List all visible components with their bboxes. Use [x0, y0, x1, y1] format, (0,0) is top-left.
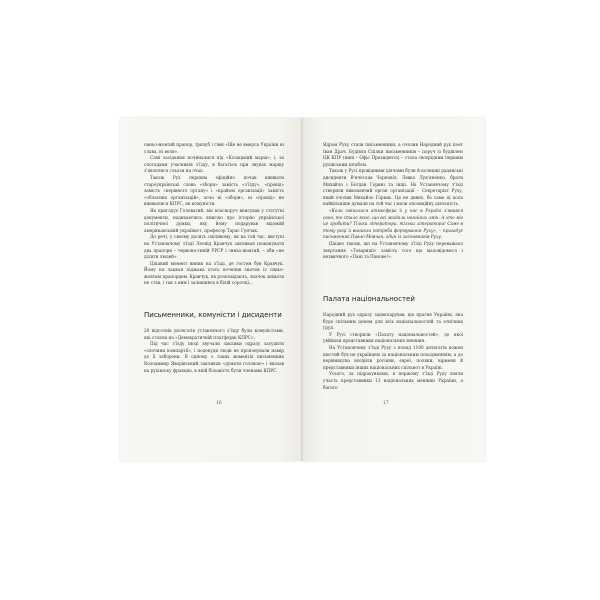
- right-page: [303, 118, 485, 461]
- page-number: 17: [383, 401, 389, 406]
- paragraph: Народний рух одразу задекларував, що прагне України, яка буде спільним домом для всіх національностей та етнічних груп.: [323, 312, 463, 331]
- section-heading: Письменники, комуністи і дисиденти: [144, 311, 282, 319]
- page-number: 16: [216, 401, 222, 406]
- section-heading: Палата національностей: [323, 295, 415, 303]
- left-section: [144, 311, 284, 374]
- paragraph: Під час з'їзду іноді звучали заклики одразу засудити «злочини компартії», і подекуди люди не пропонували намір до її заборони. В одному з таких моментів письменник Володимир Яворівський закликав «думати головою» і вказав на рухівську фракцію, в якій більшість були членами КПРС.: [144, 341, 284, 373]
- paragraph: Ядром Руху стали письменники, а очолив Народний рух поет Іван Драч. Будівля Спілки письменників – поруч із будівлею ЦК КПУ (нині – Офіс Президента) – стала своєрідним першим рухівським штабом.: [323, 142, 463, 167]
- paragraph: На Установчому з'їзді Руху з понад 1100 делегатів кожен шостий був не українцем за національним походженням, а до керівництва входили росіяни, євреї, поляки, вірмени й представники інших національних спільнот в Україні.: [323, 344, 463, 370]
- paragraph: До речі, у своєму досить сміливому, як на той час, виступі на Установчому з'їзді Леонід Кравчук закликав пошанувати два прапори – червоно-синій УРСР і синьо-жовтий, – аби «не ділити людей».: [144, 234, 284, 260]
- left-page: [120, 118, 302, 461]
- paragraph: Цікавий момент виник на з'їзді, де гостем був Кравчук. Йому на лацкан піджака хтось почепив значок із синьо-жовтим прапорцем. Кравчук, як розповідають, значок знімати не став, і так з ним і залишився в білій сорочці...: [144, 260, 284, 286]
- paragraph: «Коли змінилася атмосфера й у нас в Україні з'явився озон, то стало ясно, що всі жадали негайних змін. А хто міг це зробити? Тільки літератори, тільки літератори! Саме в тому році й виникла потреба формування Руху», – пригадує письменник Павло Мовчан, один із засновників Руху.: [323, 207, 463, 240]
- paragraph: У Русі створили «Палату національностей», до якої увійшли представники національних меншин.: [323, 331, 463, 344]
- paragraph: Цікаво також, що на Установчому з'їзді Руху переважало звертання «Товариші» замість того що маловідомого і незвичного «Пані та Панове!».: [323, 240, 463, 260]
- paragraph: Як пригадує Головатий, він власноруч вписував у статутні документи, надихаючись книгою про історію української політичної думки, яку йому подарував відомий американський українист, професор Тарас Гунчак.: [144, 207, 284, 233]
- paragraph: Також Рух першим офіційно почав вживати староукраїнські слова «збори» замість «з'їзду», «провід» замість «керівного органу» і «крайові організації» замість «обласних організацій», хоча ні «збори», ні «провід» не вживалися КПРС, як комуністи.: [144, 174, 284, 207]
- left-page-text-top: [144, 142, 284, 287]
- paragraph: Самі засідання починалися під «Козацький марш», і, за спогадами учасників з'їзду, в багатьох при звуках маршу з'являлися сльози на очах.: [144, 155, 284, 174]
- right-page-text-top: [323, 142, 463, 261]
- right-section: [323, 295, 463, 391]
- paragraph: 20 відсотків делегатів установчого з'їзду були комуністами, які стояли на «Демократичній платформі КПРС».: [144, 328, 284, 340]
- paragraph: синьо-жовтий прапор, тризуб і гімн «Ще не вмерла України ні слава, ні воля».: [144, 142, 284, 154]
- book-spread: [120, 118, 485, 461]
- paragraph: Усього, за підрахунками, в першому з'їзді Руху взяли участь представники 13 національних меншин України, а багато: [323, 371, 463, 390]
- paragraph: Також у Русі провідними діячами були й колишні радянські дисиденти В'ячеслав Чорновіл, Левко Лук'яненко, брати Михайло і Богдан Горині та інші. На Установчому з'їзді створили виконавчий орган організації – Секретаріат Руху, який очолив Михайло Горинь. Це не дивно, бо саме ці кола найвільніше думали на той час і мали опозиційну діяльність.: [323, 168, 463, 207]
